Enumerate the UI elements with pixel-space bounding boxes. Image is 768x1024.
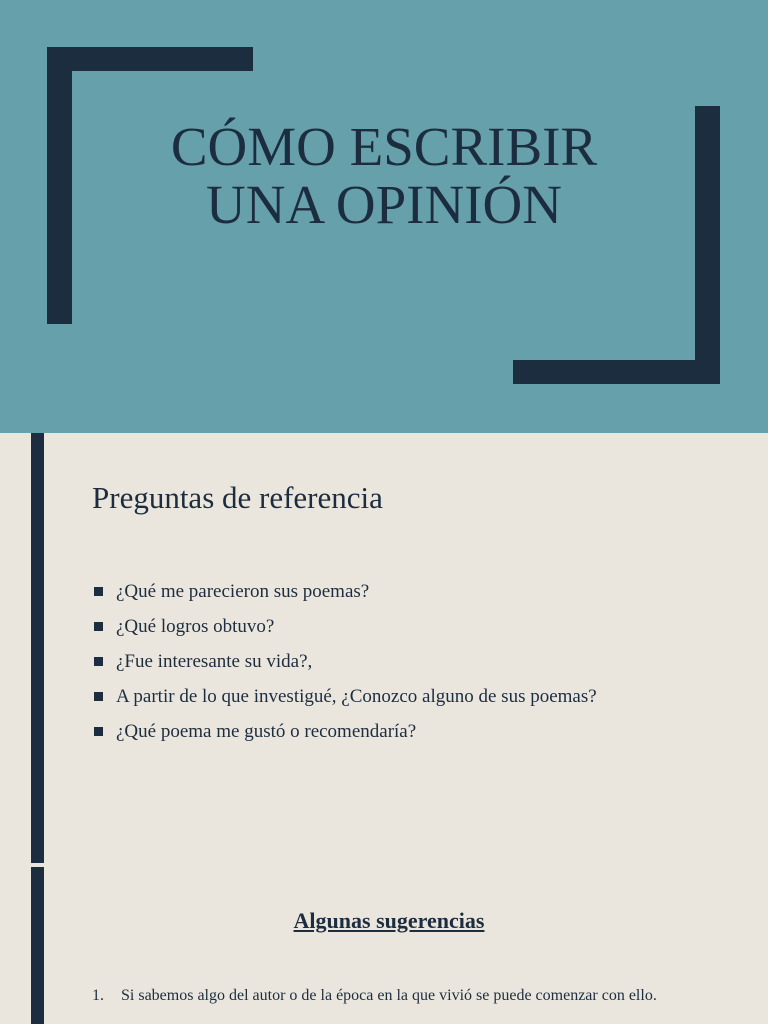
- left-accent-bar-lower: [31, 867, 44, 1024]
- square-bullet-icon: [94, 657, 103, 666]
- list-item-text: ¿Fue interesante su vida?,: [116, 651, 313, 672]
- section-heading: Preguntas de referencia: [92, 480, 383, 515]
- list-item: [92, 648, 597, 683]
- suggestions-list: [92, 985, 686, 1006]
- list-item-text: A partir de lo que investigué, ¿Conozco alguno de sus poemas?: [116, 686, 597, 707]
- slide-title: [130, 118, 638, 234]
- corner-bracket-bottom-horizontal: [513, 360, 720, 384]
- list-item: [92, 613, 597, 648]
- slide-title-line-2: UNA OPINIÓN: [206, 174, 562, 235]
- list-item: [92, 718, 597, 753]
- list-item-text: Si sabemos algo del autor o de la época en la que vivió se puede comenzar con ello.: [121, 987, 657, 1004]
- square-bullet-icon: [94, 692, 103, 701]
- title-slide: [0, 0, 768, 433]
- square-bullet-icon: [94, 622, 103, 631]
- corner-bracket-top-horizontal: [47, 47, 253, 71]
- list-item-text: ¿Qué me parecieron sus poemas?: [116, 581, 370, 602]
- slide-title-line-1: CÓMO ESCRIBIR: [170, 116, 598, 177]
- left-accent-bar: [31, 433, 44, 863]
- square-bullet-icon: [94, 727, 103, 736]
- list-item: [92, 683, 597, 718]
- reference-questions-list: [92, 578, 597, 753]
- list-item-text: ¿Qué logros obtuvo?: [116, 616, 275, 637]
- list-item-text: ¿Qué poema me gustó o recomendaría?: [116, 721, 417, 742]
- suggestions-heading: Algunas sugerencias: [293, 908, 485, 933]
- list-item: [92, 578, 597, 613]
- list-item-number: 1.: [92, 987, 104, 1004]
- corner-bracket-bottom-vertical: [695, 106, 720, 384]
- corner-bracket-top-vertical: [47, 47, 72, 324]
- list-item: [92, 985, 686, 1006]
- content-slide: [0, 433, 768, 1024]
- square-bullet-icon: [94, 587, 103, 596]
